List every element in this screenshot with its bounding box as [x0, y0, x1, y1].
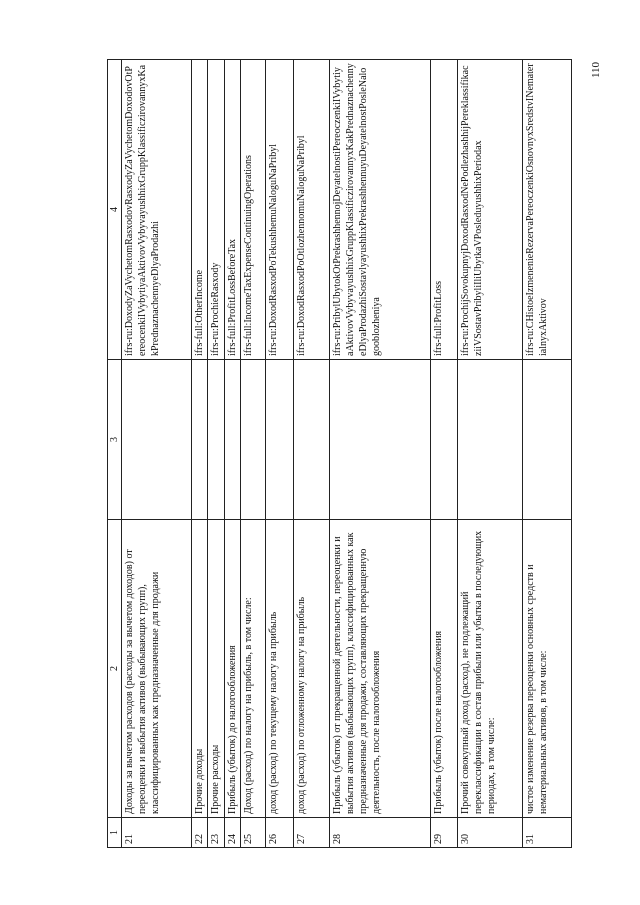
row-number: 31 [523, 818, 572, 848]
column-header-4: 4 [108, 60, 122, 360]
row-col3 [192, 360, 208, 520]
row-number: 26 [266, 818, 293, 848]
table-header-row [108, 60, 122, 848]
row-number: 24 [224, 818, 240, 848]
column-header-3: 3 [108, 360, 122, 520]
row-number: 27 [293, 818, 330, 848]
table-row [122, 60, 192, 848]
row-col3 [266, 360, 293, 520]
row-col3 [430, 360, 457, 520]
page-number-text: 110 [590, 61, 602, 79]
row-number: 23 [208, 818, 224, 848]
page-number [585, 55, 607, 85]
row-code: ifrs-ru:CHistoeIzmenenieRezervaPereoczenkiOsnovnyxSredstvINematerialnyxAktivov [523, 60, 572, 360]
row-code: ifrs-ru:PribylUbytokOtPrekrashhennojDeyatelnostiPereoczenkiIVybytiyaAktivovVybyvayushhixGruppKlassificzirovannyxKakPrednaznachennyeDlyaProdazhiSostavlyayushhixPrekrashhennuyuDeyatelnostPosleNalogooblozheniya [330, 60, 431, 360]
table-row [430, 60, 457, 848]
row-name: доход (расход) по отложенному налогу на прибыль [293, 520, 330, 818]
row-name: доход (расход) по текущему налогу на прибыль [266, 520, 293, 818]
row-code: ifrs-ru:DoxodyZaVychetomRasxodovRasxodyZaVychetomDoxodovOtPereocenkiIVybytiyaAktivovVybyvayushhixGruppKlassificzirovannyxKakPrednaznachennyeDlyaProdazhi [122, 60, 192, 360]
row-code: ifrs-ru:ProchijSovokupnyjDoxodRasxodNePodlezhashhijPereklassifikacziiVSostavPribyliIliUbytkaVPosleduyushhixPeriodax [458, 60, 523, 360]
table-row [458, 60, 523, 848]
table-row [293, 60, 330, 848]
table-row [224, 60, 240, 848]
row-number: 25 [240, 818, 265, 848]
table-row [523, 60, 572, 848]
row-number: 22 [192, 818, 208, 848]
row-col3 [122, 360, 192, 520]
row-code: ifrs-ru:DoxodRasxodPoTekushhemuNaloguNaPribyl [266, 60, 293, 360]
row-col3 [208, 360, 224, 520]
row-number: 30 [458, 818, 523, 848]
table-row [330, 60, 431, 848]
row-code: ifrs-full:ProfitLossBeforeTax [224, 60, 240, 360]
row-col3 [330, 360, 431, 520]
row-name: Доходы за вычетом расходов (расходы за вычетом доходов) от переоценки и выбытия активов (выбывающих групп), классифицированных как предназначенные для продажи [122, 520, 192, 818]
row-code: ifrs-ru:ProchieRasxody [208, 60, 224, 360]
row-code: ifrs-full:ProfitLoss [430, 60, 457, 360]
table-row [208, 60, 224, 848]
row-name: Прочие расходы [208, 520, 224, 818]
row-name: чистое изменение резерва переоценки основных средств и нематериальных активов, в том числе: [523, 520, 572, 818]
row-number: 28 [330, 818, 431, 848]
rotated-page [107, 60, 572, 848]
row-code: ifrs-ru:DoxodRasxodPoOtlozhennomuNaloguNaPribyl [293, 60, 330, 360]
row-number: 21 [122, 818, 192, 848]
row-col3 [523, 360, 572, 520]
table-row [266, 60, 293, 848]
row-number: 29 [430, 818, 457, 848]
row-name: Прочий совокупный доход (расход), не подлежащий переклассификации в состав прибыли или убытка в последующих периодах, в том числе: [458, 520, 523, 818]
row-name: Прибыль (убыток) до налогообложения [224, 520, 240, 818]
row-col3 [458, 360, 523, 520]
row-name: Прибыль (убыток) после налогообложения [430, 520, 457, 818]
table-row [192, 60, 208, 848]
report-table [107, 59, 572, 848]
row-code: ifrs-full:OtherIncome [192, 60, 208, 360]
row-code: ifrs-full:IncomeTaxExpenseContinuingOperations [240, 60, 265, 360]
table-row [240, 60, 265, 848]
row-name: Прочие доходы [192, 520, 208, 818]
row-name: Доход (расход) по налогу на прибыль, в том числе: [240, 520, 265, 818]
row-col3 [293, 360, 330, 520]
column-header-1: 1 [108, 818, 122, 848]
row-col3 [240, 360, 265, 520]
row-name: Прибыль (убыток) от прекращенной деятельности, переоценки и выбытия активов (выбывающих групп), классифицированных как предназначенные для продажи, составляющих прекращенную деятельность, после налогообложения [330, 520, 431, 818]
column-header-2: 2 [108, 520, 122, 818]
row-col3 [224, 360, 240, 520]
